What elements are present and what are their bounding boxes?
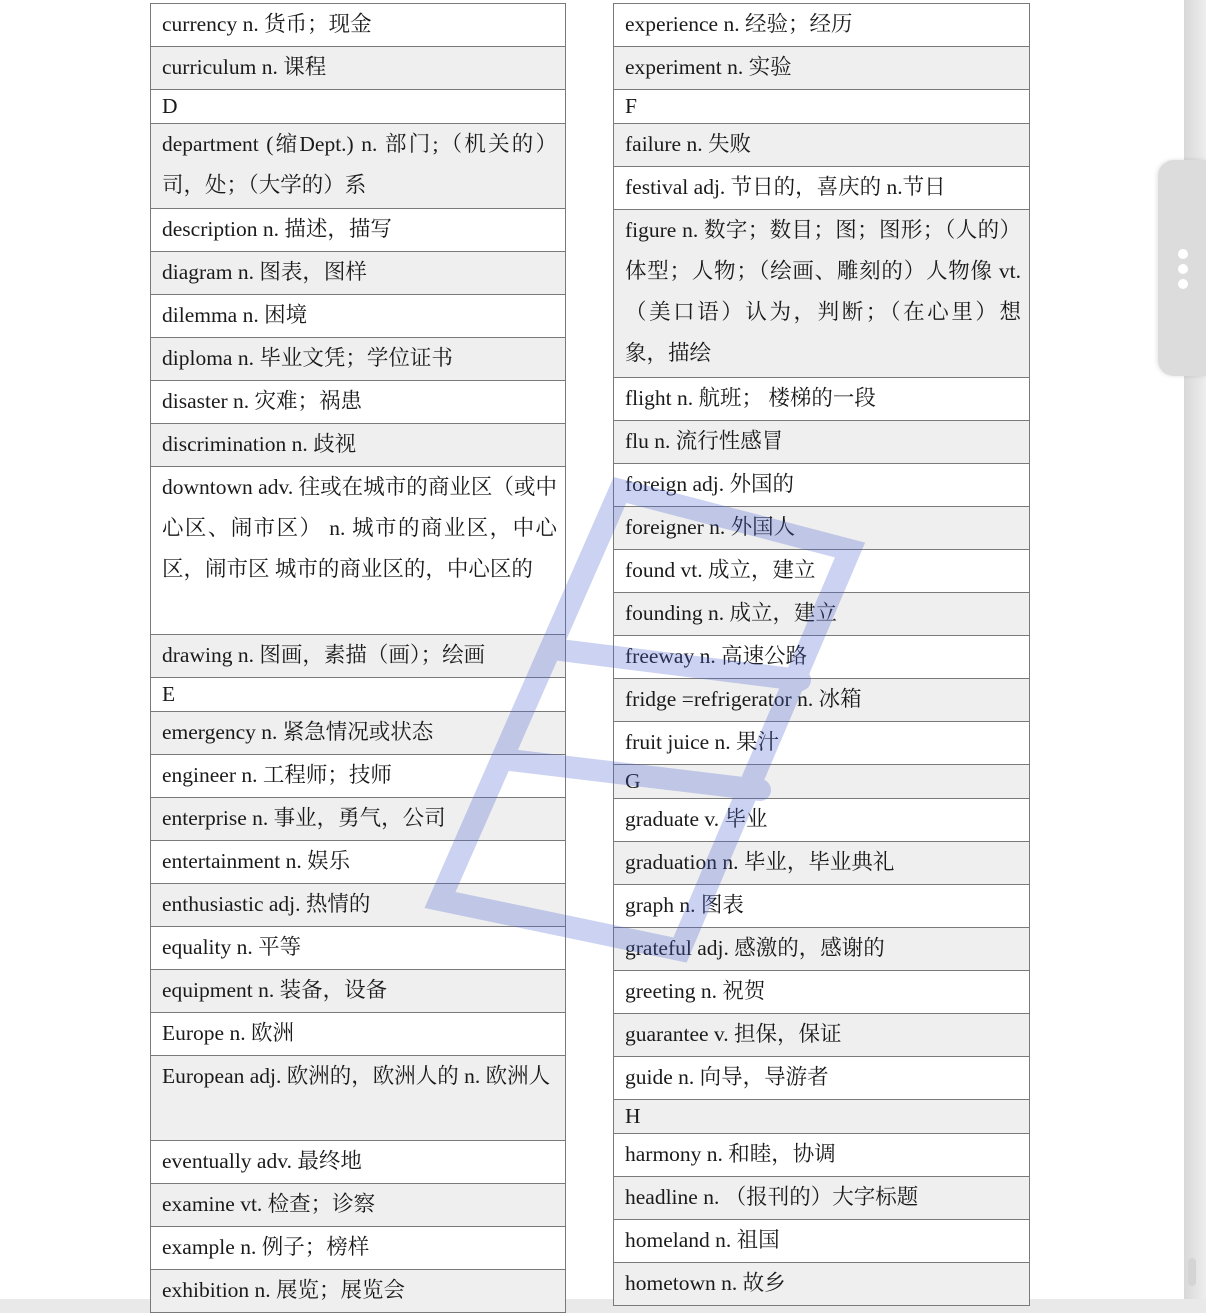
vocab-entry: guide n. 向导，导游者 <box>614 1057 1029 1100</box>
vocab-entry: emergency n. 紧急情况或状态 <box>151 712 565 755</box>
vocab-entry: curriculum n. 课程 <box>151 47 565 90</box>
vocab-entry: graduate v. 毕业 <box>614 799 1029 842</box>
vocab-entry: currency n. 货币；现金 <box>151 4 565 47</box>
vocab-entry: engineer n. 工程师；技师 <box>151 755 565 798</box>
vocab-entry: example n. 例子；榜样 <box>151 1227 565 1270</box>
vocab-entry: harmony n. 和睦，协调 <box>614 1134 1029 1177</box>
vocab-entry: drawing n. 图画，素描（画）；绘画 <box>151 635 565 678</box>
vocab-entry: downtown adv. 往或在城市的商业区（或中心区、闹市区） n. 城市的商业区，中心区，闹市区 城市的商业区的，中心区的 <box>151 467 565 635</box>
more-options-icon <box>1178 249 1188 259</box>
vocab-entry: foreign adj. 外国的 <box>614 464 1029 507</box>
vocab-entry: equality n. 平等 <box>151 927 565 970</box>
vocab-entry: flight n. 航班； 楼梯的一段 <box>614 378 1029 421</box>
vocab-entry: foreigner n. 外国人 <box>614 507 1029 550</box>
vocab-entry: figure n. 数字；数目；图；图形；（人的）体型；人物；（绘画、雕刻的）人物像 vt. （美口语）认为，判断；（在心里）想象，描绘 <box>614 210 1029 378</box>
vocab-entry: disaster n. 灾难；祸患 <box>151 381 565 424</box>
vocab-entry: description n. 描述，描写 <box>151 209 565 252</box>
more-options-icon-dot <box>1178 279 1188 289</box>
section-letter: F <box>614 90 1029 124</box>
vocab-entry: enterprise n. 事业，勇气，公司 <box>151 798 565 841</box>
vocab-entry: diploma n. 毕业文凭；学位证书 <box>151 338 565 381</box>
vocab-entry: hometown n. 故乡 <box>614 1263 1029 1306</box>
vocab-entry: grateful adj. 感激的，感谢的 <box>614 928 1029 971</box>
vocab-entry: greeting n. 祝贺 <box>614 971 1029 1014</box>
section-letter: G <box>614 765 1029 799</box>
vocab-entry: examine vt. 检查；诊察 <box>151 1184 565 1227</box>
vocab-entry: graduation n. 毕业，毕业典礼 <box>614 842 1029 885</box>
vocab-table-right <box>613 3 1030 1306</box>
vocab-entry: department (缩Dept.) n. 部门;（机关的）司，处；（大学的）系 <box>151 124 565 209</box>
vocab-entry: fridge =refrigerator n. 冰箱 <box>614 679 1029 722</box>
vocab-entry: graph n. 图表 <box>614 885 1029 928</box>
vocab-entry: diagram n. 图表，图样 <box>151 252 565 295</box>
vocab-entry: exhibition n. 展览；展览会 <box>151 1270 565 1313</box>
vocab-entry: entertainment n. 娱乐 <box>151 841 565 884</box>
vocab-entry: freeway n. 高速公路 <box>614 636 1029 679</box>
vocab-entry: flu n. 流行性感冒 <box>614 421 1029 464</box>
section-letter: D <box>151 90 565 124</box>
vocab-table-left <box>150 3 566 1313</box>
scroll-indicator[interactable] <box>1188 1258 1196 1286</box>
more-options-icon-dot <box>1178 264 1188 274</box>
vocab-entry: headline n. （报刊的）大字标题 <box>614 1177 1029 1220</box>
vocab-entry: Europe n. 欧洲 <box>151 1013 565 1056</box>
vocab-entry: eventually adv. 最终地 <box>151 1141 565 1184</box>
vocab-entry: fruit juice n. 果汁 <box>614 722 1029 765</box>
vocab-entry: experiment n. 实验 <box>614 47 1029 90</box>
more-options-handle[interactable] <box>1158 160 1206 376</box>
vocab-entry: dilemma n. 困境 <box>151 295 565 338</box>
vocab-entry: European adj. 欧洲的，欧洲人的 n. 欧洲人 <box>151 1056 565 1141</box>
vocab-entry: enthusiastic adj. 热情的 <box>151 884 565 927</box>
vocab-entry: found vt. 成立，建立 <box>614 550 1029 593</box>
vocab-entry: homeland n. 祖国 <box>614 1220 1029 1263</box>
vocab-entry: discrimination n. 歧视 <box>151 424 565 467</box>
vocab-entry: festival adj. 节日的，喜庆的 n.节日 <box>614 167 1029 210</box>
section-letter: H <box>614 1100 1029 1134</box>
section-letter: E <box>151 678 565 712</box>
vocab-entry: equipment n. 装备，设备 <box>151 970 565 1013</box>
vocab-entry: failure n. 失败 <box>614 124 1029 167</box>
vocab-entry: founding n. 成立，建立 <box>614 593 1029 636</box>
vocab-entry: guarantee v. 担保，保证 <box>614 1014 1029 1057</box>
vocab-entry: experience n. 经验；经历 <box>614 4 1029 47</box>
